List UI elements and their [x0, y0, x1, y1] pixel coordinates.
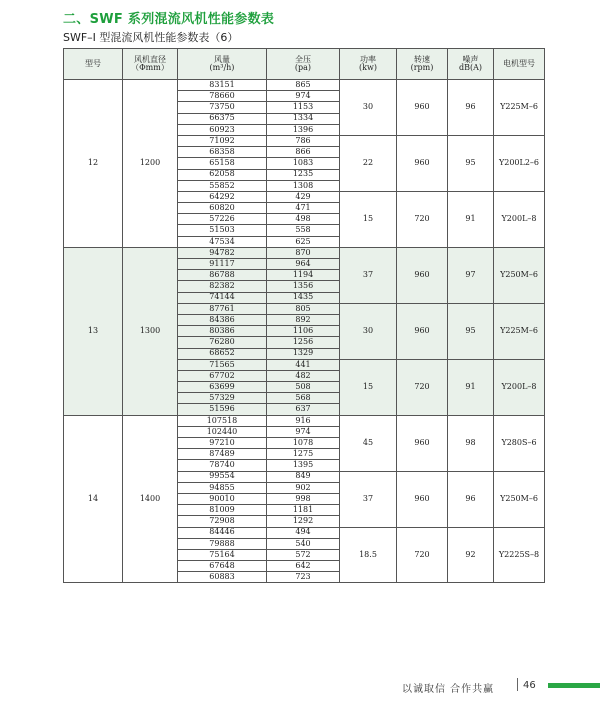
header-diameter: 风机直径 （Φmm） [123, 49, 178, 80]
speed-cell: 720 [397, 191, 448, 247]
header-pressure: 全压 (pa) [267, 49, 340, 80]
pressure-cell: 540 [267, 538, 340, 549]
pressure-cell: 1329 [267, 348, 340, 359]
pressure-cell: 558 [267, 225, 340, 236]
airflow-cell: 51503 [178, 225, 267, 236]
diameter-cell: 1200 [123, 80, 178, 248]
airflow-cell: 99554 [178, 471, 267, 482]
pressure-cell: 494 [267, 527, 340, 538]
pressure-cell: 1334 [267, 113, 340, 124]
pressure-cell: 1435 [267, 292, 340, 303]
noise-cell: 96 [448, 80, 494, 136]
speed-cell: 960 [397, 80, 448, 136]
power-cell: 37 [340, 247, 397, 303]
airflow-cell: 81009 [178, 505, 267, 516]
pressure-cell: 482 [267, 370, 340, 381]
header-speed: 转速 (rpm) [397, 49, 448, 80]
motor-cell: Y250M–6 [494, 471, 545, 527]
pressure-cell: 974 [267, 91, 340, 102]
diameter-cell: 1300 [123, 247, 178, 415]
performance-table [63, 48, 545, 583]
noise-cell: 91 [448, 359, 494, 415]
pressure-cell: 1078 [267, 438, 340, 449]
airflow-cell: 62058 [178, 169, 267, 180]
pressure-cell: 1181 [267, 505, 340, 516]
pressure-cell: 441 [267, 359, 340, 370]
model-cell: 13 [64, 247, 123, 415]
table-body [64, 80, 545, 583]
pressure-cell: 508 [267, 382, 340, 393]
airflow-cell: 86788 [178, 270, 267, 281]
airflow-cell: 90010 [178, 493, 267, 504]
table-title: SWF–I 型混流风机性能参数表（6） [63, 31, 239, 44]
power-cell: 30 [340, 80, 397, 136]
pressure-cell: 1256 [267, 337, 340, 348]
noise-cell: 95 [448, 135, 494, 191]
noise-cell: 97 [448, 247, 494, 303]
pressure-cell: 916 [267, 415, 340, 426]
section-title: 二、SWF 系列混流风机性能参数表 [63, 12, 275, 27]
table-header-row [64, 49, 545, 80]
pressure-cell: 866 [267, 147, 340, 158]
pressure-cell: 998 [267, 493, 340, 504]
noise-cell: 95 [448, 303, 494, 359]
pressure-cell: 786 [267, 135, 340, 146]
motor-cell: Y280S–6 [494, 415, 545, 471]
motor-cell: Y225M–6 [494, 303, 545, 359]
speed-cell: 720 [397, 527, 448, 583]
airflow-cell: 68358 [178, 147, 267, 158]
airflow-cell: 57329 [178, 393, 267, 404]
pressure-cell: 1395 [267, 460, 340, 471]
power-cell: 15 [340, 359, 397, 415]
airflow-cell: 97210 [178, 438, 267, 449]
speed-cell: 960 [397, 135, 448, 191]
speed-cell: 960 [397, 471, 448, 527]
pressure-cell: 870 [267, 247, 340, 258]
airflow-cell: 73750 [178, 102, 267, 113]
airflow-cell: 91117 [178, 259, 267, 270]
footer-accent-bar [548, 683, 600, 688]
table-row [64, 415, 545, 426]
motor-cell: Y200L–8 [494, 191, 545, 247]
airflow-cell: 72908 [178, 516, 267, 527]
airflow-cell: 82382 [178, 281, 267, 292]
pressure-cell: 902 [267, 482, 340, 493]
airflow-cell: 60883 [178, 572, 267, 583]
airflow-cell: 74144 [178, 292, 267, 303]
airflow-cell: 51596 [178, 404, 267, 415]
pressure-cell: 964 [267, 259, 340, 270]
pressure-cell: 1292 [267, 516, 340, 527]
power-cell: 45 [340, 415, 397, 471]
power-cell: 22 [340, 135, 397, 191]
airflow-cell: 67702 [178, 370, 267, 381]
motor-cell: Y250M–6 [494, 247, 545, 303]
pressure-cell: 471 [267, 203, 340, 214]
pressure-cell: 1083 [267, 158, 340, 169]
pressure-cell: 429 [267, 191, 340, 202]
pressure-cell: 1153 [267, 102, 340, 113]
motor-cell: Y200L–8 [494, 359, 545, 415]
airflow-cell: 65158 [178, 158, 267, 169]
noise-cell: 91 [448, 191, 494, 247]
airflow-cell: 102440 [178, 426, 267, 437]
pressure-cell: 572 [267, 549, 340, 560]
pressure-cell: 1275 [267, 449, 340, 460]
airflow-cell: 76280 [178, 337, 267, 348]
noise-cell: 92 [448, 527, 494, 583]
power-cell: 30 [340, 303, 397, 359]
airflow-cell: 87761 [178, 303, 267, 314]
airflow-cell: 66375 [178, 113, 267, 124]
airflow-cell: 55852 [178, 180, 267, 191]
pressure-cell: 1194 [267, 270, 340, 281]
table-row [64, 80, 545, 91]
model-cell: 14 [64, 415, 123, 583]
airflow-cell: 68652 [178, 348, 267, 359]
motor-cell: Y225M–6 [494, 80, 545, 136]
pressure-cell: 974 [267, 426, 340, 437]
header-noise: 噪声 dB(A) [448, 49, 494, 80]
airflow-cell: 60820 [178, 203, 267, 214]
motor-cell: Y200L2–6 [494, 135, 545, 191]
page-number: 46 [523, 680, 536, 691]
pressure-cell: 1308 [267, 180, 340, 191]
power-cell: 37 [340, 471, 397, 527]
airflow-cell: 75164 [178, 549, 267, 560]
airflow-cell: 63699 [178, 382, 267, 393]
airflow-cell: 71092 [178, 135, 267, 146]
pressure-cell: 498 [267, 214, 340, 225]
footer-divider [517, 678, 518, 691]
footer-slogan: 以诚取信 合作共赢 [402, 684, 495, 695]
pressure-cell: 625 [267, 236, 340, 247]
power-cell: 15 [340, 191, 397, 247]
airflow-cell: 79888 [178, 538, 267, 549]
pressure-cell: 1356 [267, 281, 340, 292]
airflow-cell: 47534 [178, 236, 267, 247]
header-power: 功率 (kw) [340, 49, 397, 80]
airflow-cell: 87489 [178, 449, 267, 460]
noise-cell: 98 [448, 415, 494, 471]
airflow-cell: 64292 [178, 191, 267, 202]
header-motor: 电机型号 [494, 49, 545, 80]
pressure-cell: 892 [267, 314, 340, 325]
pressure-cell: 637 [267, 404, 340, 415]
airflow-cell: 83151 [178, 80, 267, 91]
airflow-cell: 80386 [178, 326, 267, 337]
power-cell: 18.5 [340, 527, 397, 583]
pressure-cell: 1396 [267, 124, 340, 135]
airflow-cell: 84386 [178, 314, 267, 325]
pressure-cell: 849 [267, 471, 340, 482]
table-row [64, 247, 545, 258]
airflow-cell: 71565 [178, 359, 267, 370]
airflow-cell: 78660 [178, 91, 267, 102]
pressure-cell: 805 [267, 303, 340, 314]
airflow-cell: 94855 [178, 482, 267, 493]
speed-cell: 960 [397, 415, 448, 471]
header-airflow: 风量 (m³/h) [178, 49, 267, 80]
airflow-cell: 57226 [178, 214, 267, 225]
airflow-cell: 67648 [178, 561, 267, 572]
speed-cell: 720 [397, 359, 448, 415]
speed-cell: 960 [397, 303, 448, 359]
pressure-cell: 1106 [267, 326, 340, 337]
diameter-cell: 1400 [123, 415, 178, 583]
pressure-cell: 723 [267, 572, 340, 583]
airflow-cell: 94782 [178, 247, 267, 258]
header-model: 型号 [64, 49, 123, 80]
pressure-cell: 1235 [267, 169, 340, 180]
model-cell: 12 [64, 80, 123, 248]
pressure-cell: 568 [267, 393, 340, 404]
pressure-cell: 865 [267, 80, 340, 91]
airflow-cell: 60923 [178, 124, 267, 135]
airflow-cell: 107518 [178, 415, 267, 426]
motor-cell: Y2225S–8 [494, 527, 545, 583]
airflow-cell: 84446 [178, 527, 267, 538]
pressure-cell: 642 [267, 561, 340, 572]
noise-cell: 96 [448, 471, 494, 527]
airflow-cell: 78740 [178, 460, 267, 471]
speed-cell: 960 [397, 247, 448, 303]
